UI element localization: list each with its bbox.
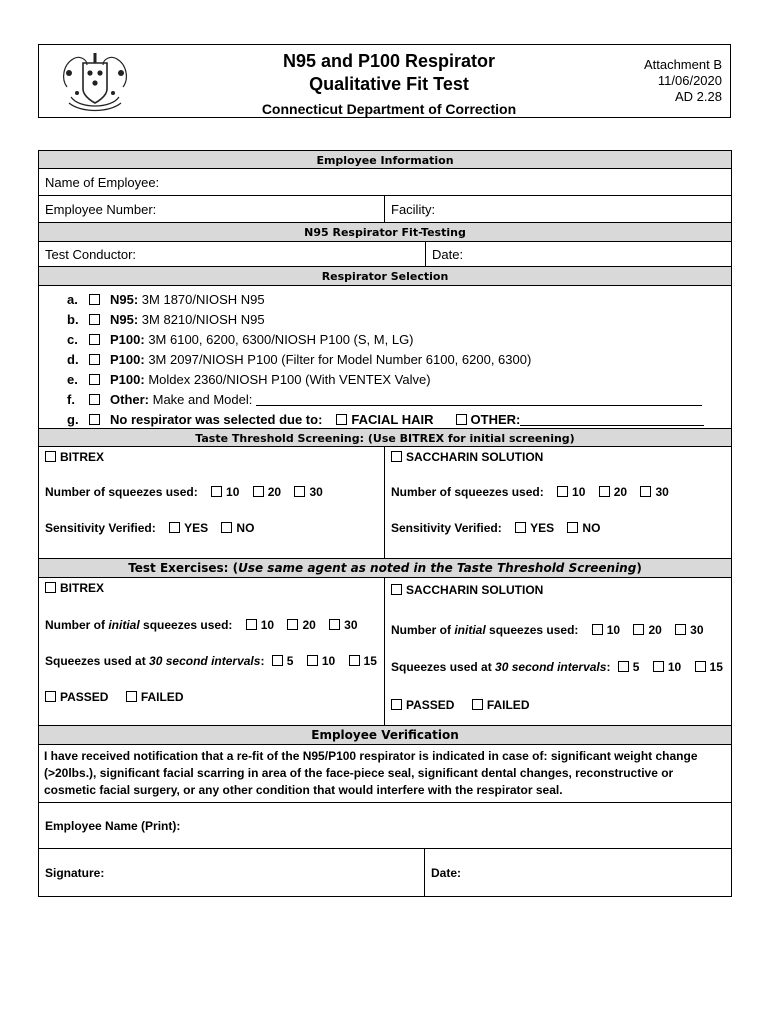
option-model: Moldex 2360/NIOSH P100 (With VENTEX Valve) xyxy=(144,372,431,387)
other-reason-checkbox[interactable] xyxy=(456,414,467,425)
interval-squeezes-pre: Squeezes used at xyxy=(45,654,150,668)
exercise-saccharin-label: SACCHARIN SOLUTION xyxy=(406,583,544,597)
yes-label: YES xyxy=(530,521,555,535)
taste-saccharin-squeezes-label: Number of squeezes used: xyxy=(391,485,544,499)
option-model: 3M 2097/NIOSH P100 (Filter for Model Number 6100, 6200, 6300) xyxy=(144,352,532,367)
respirator-option-checkbox[interactable] xyxy=(89,374,100,385)
facility-label: Facility: xyxy=(391,202,436,217)
taste-bitrex-checkbox[interactable] xyxy=(45,451,56,462)
respirator-option-checkbox[interactable] xyxy=(89,314,100,325)
exercise-saccharin-10-checkbox[interactable] xyxy=(592,624,603,635)
facility-field[interactable] xyxy=(384,196,731,222)
exercise-saccharin-20-checkbox[interactable] xyxy=(633,624,644,635)
respirator-option-item xyxy=(67,330,731,350)
exercise-saccharin-passed-checkbox[interactable] xyxy=(391,699,402,710)
exercise-bitrex-passed-checkbox[interactable] xyxy=(45,691,56,702)
exercise-bitrex-20-checkbox[interactable] xyxy=(287,619,298,630)
option-key: g. xyxy=(67,412,79,427)
taste-saccharin-30-checkbox[interactable] xyxy=(640,486,651,497)
respirator-option-checkbox[interactable] xyxy=(89,294,100,305)
taste-saccharin-sensitivity-label: Sensitivity Verified: xyxy=(391,521,502,535)
yes-label: YES xyxy=(184,521,209,535)
taste-saccharin-10-checkbox[interactable] xyxy=(557,486,568,497)
option-30-label: 30 xyxy=(344,618,358,632)
facial-hair-checkbox[interactable] xyxy=(336,414,347,425)
taste-bitrex-no-checkbox[interactable] xyxy=(221,522,232,533)
fit-test-form xyxy=(38,150,732,897)
option-20-label: 20 xyxy=(267,485,282,499)
taste-bitrex-yes-checkbox[interactable] xyxy=(169,522,180,533)
employee-name-field[interactable] xyxy=(38,169,732,196)
section-header-taste-threshold: Taste Threshold Screening: (Use BITREX for initial screening) xyxy=(38,428,732,447)
exercise-saccharin-checkbox[interactable] xyxy=(391,584,402,595)
taste-saccharin-20-checkbox[interactable] xyxy=(599,486,610,497)
taste-bitrex-column xyxy=(39,447,384,558)
option-type: P100: xyxy=(110,352,145,367)
option-5-label: 5 xyxy=(632,660,640,674)
signature-label: Signature: xyxy=(45,866,105,880)
initial-squeezes-post: squeezes used: xyxy=(485,623,579,637)
initial-squeezes-italic: initial xyxy=(108,618,140,632)
directive-number: AD 2.28 xyxy=(675,89,722,104)
test-date-label: Date: xyxy=(432,247,464,262)
option-20-label: 20 xyxy=(302,618,316,632)
interval-squeezes-pre: Squeezes used at xyxy=(391,660,496,674)
failed-label: FAILED xyxy=(486,698,530,712)
taste-saccharin-column xyxy=(384,447,731,558)
respirator-option-item xyxy=(67,390,731,410)
exercise-bitrex-label: BITREX xyxy=(60,581,105,595)
taste-saccharin-checkbox[interactable] xyxy=(391,451,402,462)
no-respirator-checkbox[interactable] xyxy=(89,414,100,425)
other-model-line[interactable] xyxy=(256,392,702,406)
respirator-option-checkbox[interactable] xyxy=(89,334,100,345)
exercise-saccharin-failed-checkbox[interactable] xyxy=(472,699,483,710)
option-30-label: 30 xyxy=(690,623,704,637)
test-exercises-heading-pre: Test Exercises: ( xyxy=(128,561,239,575)
test-date-field[interactable] xyxy=(425,242,731,266)
respirator-option-item xyxy=(67,310,731,330)
other-reason-label: OTHER: xyxy=(470,412,521,427)
option-key: a. xyxy=(67,292,78,307)
section-header-fit-testing: N95 Respirator Fit-Testing xyxy=(38,223,732,242)
option-10-label: 10 xyxy=(667,660,682,674)
option-type: P100: xyxy=(110,332,145,347)
employee-print-name-label: Employee Name (Print): xyxy=(45,819,181,833)
form-title-line1: N95 and P100 Respirator xyxy=(282,51,496,71)
taste-saccharin-yes-checkbox[interactable] xyxy=(515,522,526,533)
document-header xyxy=(38,44,731,118)
taste-bitrex-sensitivity-label: Sensitivity Verified: xyxy=(45,521,156,535)
taste-saccharin-no-checkbox[interactable] xyxy=(567,522,578,533)
option-10-label: 10 xyxy=(260,618,275,632)
option-15-label: 15 xyxy=(709,660,723,674)
passed-label: PASSED xyxy=(60,690,109,704)
exercise-bitrex-checkbox[interactable] xyxy=(45,582,56,593)
option-10-label: 10 xyxy=(226,485,240,499)
employee-name-label: Name of Employee: xyxy=(45,175,160,190)
initial-squeezes-pre: Number of xyxy=(391,623,455,637)
interval-squeezes-italic: 30 second intervals xyxy=(149,654,261,668)
respirator-option-item xyxy=(67,290,731,310)
respirator-options xyxy=(38,286,732,428)
option-10-label: 10 xyxy=(606,623,621,637)
test-conductor-label: Test Conductor: xyxy=(45,247,137,262)
other-reason-line[interactable] xyxy=(520,412,704,426)
exercise-bitrex-5-checkbox[interactable] xyxy=(272,655,283,666)
exercise-bitrex-30-checkbox[interactable] xyxy=(329,619,340,630)
form-title-line2: Qualitative Fit Test xyxy=(309,74,469,94)
option-type: N95: xyxy=(110,312,139,327)
section-header-verification: Employee Verification xyxy=(38,726,732,745)
option-type: Other: xyxy=(110,392,149,407)
exercise-saccharin-30-checkbox[interactable] xyxy=(675,624,686,635)
verification-date-field[interactable] xyxy=(424,849,731,896)
section-header-respirator-selection: Respirator Selection xyxy=(38,267,732,286)
exercise-saccharin-column xyxy=(384,578,731,725)
no-respirator-item xyxy=(67,410,731,430)
option-key: f. xyxy=(67,392,75,407)
taste-bitrex-30-checkbox[interactable] xyxy=(294,486,305,497)
attachment-label: Attachment B xyxy=(643,57,722,72)
exercise-bitrex-10s-checkbox[interactable] xyxy=(307,655,318,666)
department-name: Connecticut Department of Correction xyxy=(261,101,517,117)
option-type: N95: xyxy=(110,292,139,307)
taste-bitrex-20-checkbox[interactable] xyxy=(253,486,264,497)
section-header-test-exercises xyxy=(38,559,732,578)
passed-label: PASSED xyxy=(406,698,455,712)
employee-number-label: Employee Number: xyxy=(45,202,157,217)
taste-bitrex-label: BITREX xyxy=(60,450,105,464)
option-key: c. xyxy=(67,332,78,347)
option-model: 3M 1870/NIOSH N95 xyxy=(138,292,265,307)
exercise-bitrex-failed-checkbox[interactable] xyxy=(126,691,137,702)
verification-date-label: Date: xyxy=(431,866,462,880)
revision-date: 11/06/2020 xyxy=(657,73,722,88)
verification-statement: I have received notification that a re-fit of the N95/P100 respirator is indicated in case of: significant weight change (>20lbs.), significant facial scarring in area of the face-piece seal, significant dental changes, reconstructive or cosmetic facial surgery, or any other condition that would interfere with the respirator seal. xyxy=(44,749,698,797)
option-key: b. xyxy=(67,312,79,327)
test-conductor-field[interactable] xyxy=(39,242,425,266)
option-model: 3M 6100, 6200, 6300/NIOSH P100 (S, M, LG) xyxy=(144,332,414,347)
exercise-saccharin-10s-checkbox[interactable] xyxy=(653,661,664,672)
option-15-label: 15 xyxy=(363,654,377,668)
exercise-bitrex-15-checkbox[interactable] xyxy=(349,655,360,666)
taste-bitrex-squeezes-label: Number of squeezes used: xyxy=(45,485,198,499)
facial-hair-label: FACIAL HAIR xyxy=(351,412,434,427)
test-exercises-heading-post: ) xyxy=(636,561,642,575)
option-20-label: 20 xyxy=(648,623,662,637)
initial-squeezes-post: squeezes used: xyxy=(139,618,233,632)
no-label: NO xyxy=(582,521,601,535)
failed-label: FAILED xyxy=(140,690,184,704)
option-10-label: 10 xyxy=(321,654,336,668)
option-model: Make and Model: xyxy=(149,392,253,407)
connecticut-seal-icon xyxy=(57,49,133,113)
taste-bitrex-10-checkbox[interactable] xyxy=(211,486,222,497)
exercise-saccharin-15-checkbox[interactable] xyxy=(695,661,706,672)
option-20-label: 20 xyxy=(613,485,628,499)
exercise-bitrex-10-checkbox[interactable] xyxy=(246,619,257,630)
option-key: e. xyxy=(67,372,78,387)
interval-squeezes-post: : xyxy=(606,660,611,674)
option-10-label: 10 xyxy=(572,485,586,499)
section-header-employee-info: Employee Information xyxy=(38,150,732,169)
respirator-option-checkbox[interactable] xyxy=(89,354,100,365)
option-5-label: 5 xyxy=(286,654,294,668)
exercise-saccharin-5-checkbox[interactable] xyxy=(618,661,629,672)
respirator-option-item xyxy=(67,350,731,370)
employee-number-field[interactable] xyxy=(39,196,384,222)
signature-field[interactable] xyxy=(39,849,424,896)
option-model: 3M 8210/NIOSH N95 xyxy=(138,312,265,327)
exercise-bitrex-column xyxy=(39,578,384,725)
option-type: P100: xyxy=(110,372,145,387)
no-respirator-label: No respirator was selected due to: xyxy=(110,412,323,427)
interval-squeezes-italic: 30 second intervals xyxy=(495,660,607,674)
option-30-label: 30 xyxy=(655,485,669,499)
interval-squeezes-post: : xyxy=(260,654,265,668)
initial-squeezes-pre: Number of xyxy=(45,618,109,632)
taste-saccharin-label: SACCHARIN SOLUTION xyxy=(406,450,544,464)
respirator-option-item xyxy=(67,370,731,390)
no-label: NO xyxy=(236,521,255,535)
respirator-option-checkbox[interactable] xyxy=(89,394,100,405)
option-30-label: 30 xyxy=(309,485,323,499)
initial-squeezes-italic: initial xyxy=(454,623,486,637)
employee-print-name-field[interactable] xyxy=(38,803,732,849)
test-exercises-heading-note: Use same agent as noted in the Taste Threshold Screening xyxy=(238,561,637,575)
option-key: d. xyxy=(67,352,79,367)
